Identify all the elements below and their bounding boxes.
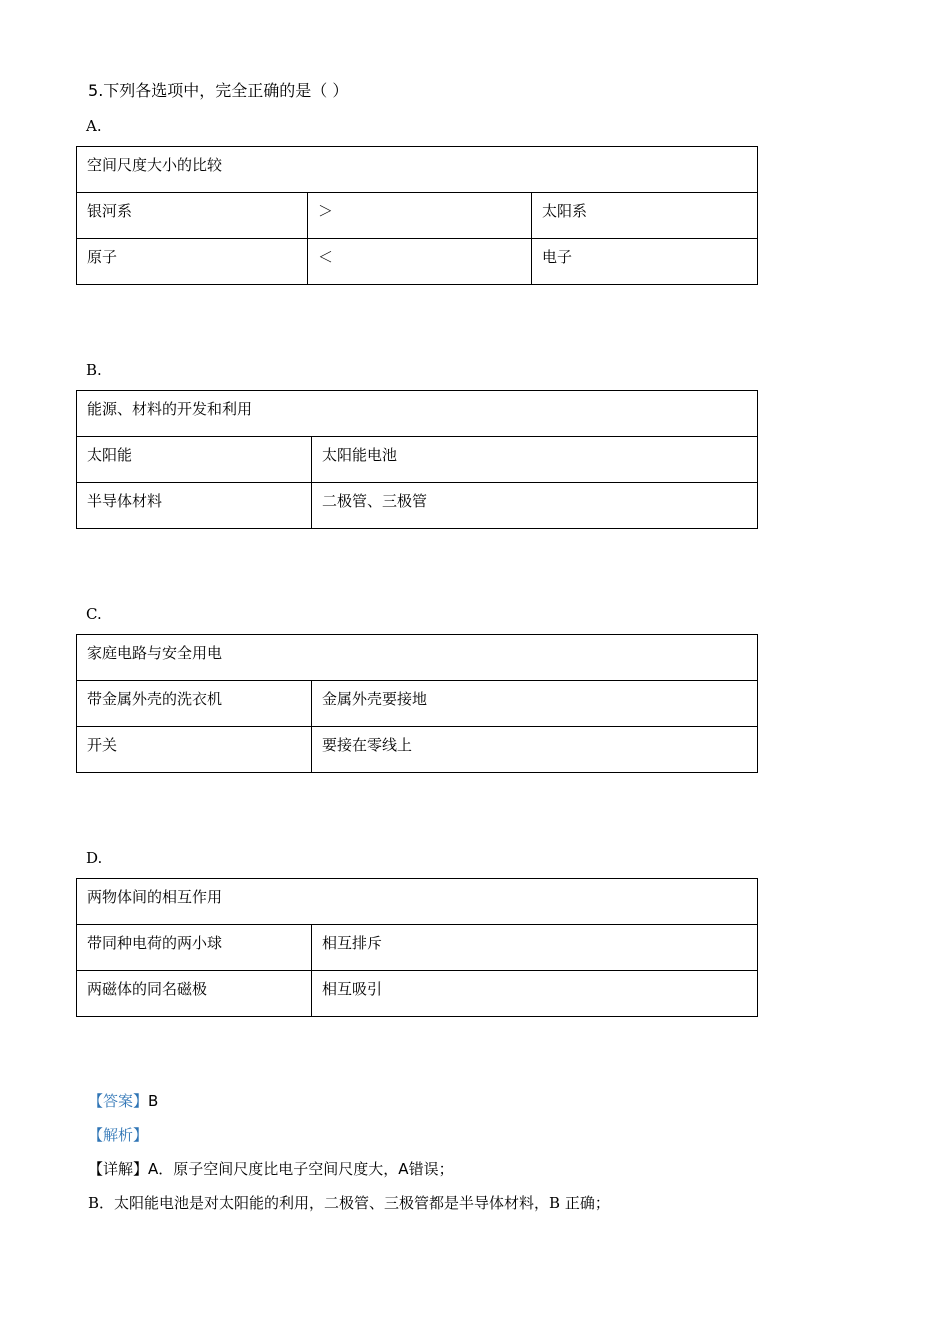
table-row — [77, 727, 758, 773]
table-cell: 原子 — [77, 239, 308, 285]
table-cell: 要接在零线上 — [312, 727, 758, 773]
table-row — [77, 681, 758, 727]
table-row — [77, 925, 758, 971]
table-row — [77, 239, 758, 285]
question-number: 5 — [88, 81, 99, 100]
table-row — [77, 483, 758, 529]
detail-a-verdict: 错误； — [408, 1160, 454, 1178]
question-text: 下列各选项中，完全正确的是（ ） — [103, 81, 349, 100]
detail-line-1 — [88, 1158, 454, 1180]
table-header-row — [77, 391, 758, 437]
option-c-label[interactable]: C. — [86, 605, 102, 623]
table-cell: ＞ — [308, 193, 532, 239]
table-header-row — [77, 879, 758, 925]
table-header-cell: 空间尺度大小的比较 — [77, 147, 758, 193]
table-cell: 太阳系 — [532, 193, 758, 239]
table-cell: 二极管、三极管 — [312, 483, 758, 529]
table-cell: ＜ — [308, 239, 532, 285]
table-cell: 两磁体的同名磁极 — [77, 971, 312, 1017]
analysis-line — [88, 1124, 148, 1146]
question-dot: . — [98, 81, 104, 100]
option-a-table — [76, 146, 758, 285]
answer-tag: 【答案】 — [88, 1092, 149, 1110]
detail-tag: 【详解】 — [88, 1160, 149, 1178]
option-d-table — [76, 878, 758, 1017]
table-row — [77, 971, 758, 1017]
table-cell: 开关 — [77, 727, 312, 773]
option-b-label[interactable]: B. — [86, 361, 102, 379]
table-header-row — [77, 635, 758, 681]
table-row — [77, 193, 758, 239]
analysis-tag: 【解析】 — [88, 1126, 149, 1144]
table-header-cell: 家庭电路与安全用电 — [77, 635, 758, 681]
table-row — [77, 437, 758, 483]
table-cell: 太阳能电池 — [312, 437, 758, 483]
detail-a-prefix: A． — [148, 1160, 174, 1178]
option-b-table — [76, 390, 758, 529]
detail-line-2: B．太阳能电池是对太阳能的利用，二极管、三极管都是半导体材料，B 正确； — [88, 1194, 610, 1212]
answer-value: B — [148, 1092, 159, 1110]
detail-a-letter: A — [398, 1160, 409, 1178]
detail-a-text: 原子空间尺度比电子空间尺度大， — [173, 1160, 399, 1178]
table-header-row — [77, 147, 758, 193]
table-cell: 相互排斥 — [312, 925, 758, 971]
table-cell: 金属外壳要接地 — [312, 681, 758, 727]
option-c-table — [76, 634, 758, 773]
table-cell: 带同种电荷的两小球 — [77, 925, 312, 971]
table-cell: 银河系 — [77, 193, 308, 239]
table-header-cell: 能源、材料的开发和利用 — [77, 391, 758, 437]
option-a-label[interactable]: A. — [86, 117, 102, 135]
table-cell: 电子 — [532, 239, 758, 285]
table-header-cell: 两物体间的相互作用 — [77, 879, 758, 925]
table-cell: 相互吸引 — [312, 971, 758, 1017]
answer-line — [88, 1090, 158, 1112]
table-cell: 带金属外壳的洗衣机 — [77, 681, 312, 727]
table-cell: 半导体材料 — [77, 483, 312, 529]
table-cell: 太阳能 — [77, 437, 312, 483]
option-d-label[interactable]: D. — [86, 849, 103, 867]
question-stem — [88, 80, 348, 102]
